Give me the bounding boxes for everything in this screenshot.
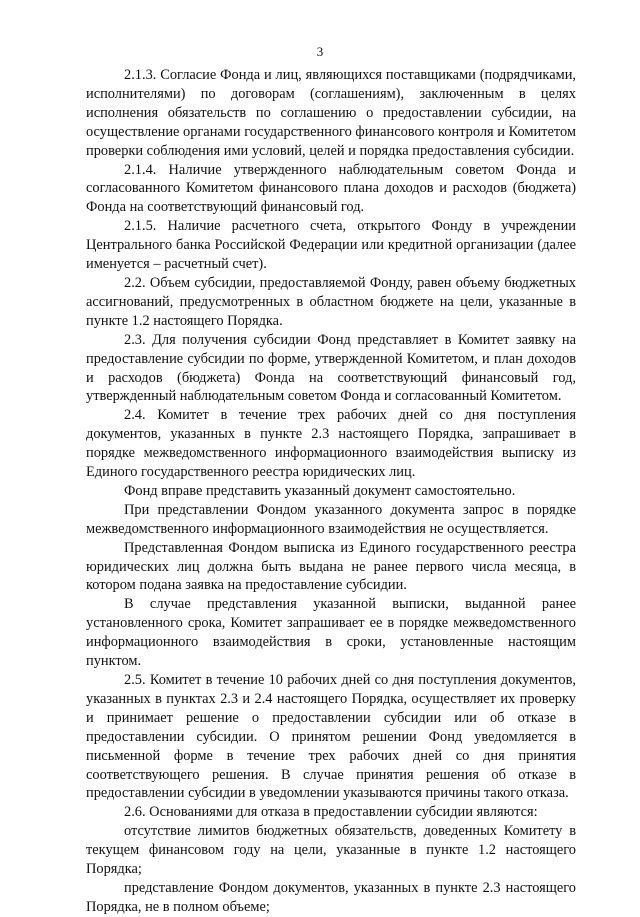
- paragraph-refusal-reason-limits: отсутствие лимитов бюджетных обязательств, доведенных Комитету в текущем финансовом году на цели, указанные в пункте 1.2 настоящего Порядка;: [86, 823, 576, 878]
- paragraph-2-2: 2.2. Объем субсидии, предоставляемой Фонду, равен объему бюджетных ассигнований, предусмотренных в областном бюджете на цели, указанные в пункте 1.2 настоящего Порядка.: [86, 274, 576, 329]
- paragraph-2-1-3: 2.1.3. Согласие Фонда и лиц, являющихся поставщиками (подрядчиками, исполнителями) по договорам (соглашениям), заключенным в целях исполнения обязательств по соглашению о предоставлении субсидии, на осуществление органами государственного финансового контроля и Комитетом проверки соблюдения ими условий, целей и порядка предоставления субсидии.: [86, 67, 576, 159]
- paragraph-extract-date: Представленная Фондом выписка из Единого государственного реестра юридических лиц должна быть выдана не ранее первого числа месяца, в котором подана заявка на предоставление субсидии.: [86, 539, 576, 594]
- page-number: 3: [316, 44, 324, 59]
- paragraph-no-request: При представлении Фондом указанного документа запрос в порядке межведомственного информационного взаимодействия не осуществляется.: [86, 501, 576, 537]
- paragraph-2-4: 2.4. Комитет в течение трех рабочих дней со дня поступления документов, указанных в пункте 2.3 настоящего Порядка, запрашивает в порядке межведомственного информационного взаимодействия выписку из Единого государственного реестра юридических лиц.: [86, 407, 576, 481]
- paragraph-refusal-reason-documents: представление Фондом документов, указанных в пункте 2.3 настоящего Порядка, не в полном объеме;: [86, 879, 576, 915]
- paragraph-early-extract: В случае представления указанной выписки, выданной ранее установленного срока, Комитет запрашивает ее в порядке межведомственного информационного взаимодействия в сроки, установленные настоящим пунктом.: [86, 596, 576, 670]
- paragraph-2-1-4: 2.1.4. Наличие утвержденного наблюдательным советом Фонда и согласованного Комитетом финансового плана доходов и расходов (бюджета) Фонда на соответствующий финансовый год.: [86, 161, 576, 216]
- document-body: [86, 66, 576, 917]
- paragraph-2-3: 2.3. Для получения субсидии Фонд представляет в Комитет заявку на предоставление субсидии по форме, утвержденной Комитетом, и план доходов и расходов (бюджета) Фонда на соответствующий финансовый год, утвержденный наблюдательным советом Фонда и согласованный Комитетом.: [86, 331, 576, 405]
- paragraph-self-submission: Фонд вправе представить указанный документ самостоятельно.: [124, 482, 516, 499]
- paragraph-2-5: 2.5. Комитет в течение 10 рабочих дней со дня поступления документов, указанных в пунктах 2.3 и 2.4 настоящего Порядка, осуществляет их проверку и принимает решение о предоставлении субсидии или об отказе в предоставлении субсидии. О принятом решении Фонд уведомляется в письменной форме в течение трех рабочих дней со дня принятия соответствующего решения. В случае принятия решения об отказе в предоставлении субсидии в уведомлении указываются причины такого отказа.: [86, 672, 576, 802]
- paragraph-2-6: 2.6. Основаниями для отказа в предоставлении субсидии являются:: [124, 804, 538, 821]
- paragraph-2-1-5: 2.1.5. Наличие расчетного счета, открытого Фонду в учреждении Центрального банка Российской Федерации или кредитной организации (далее именуется – расчетный счет).: [86, 218, 576, 273]
